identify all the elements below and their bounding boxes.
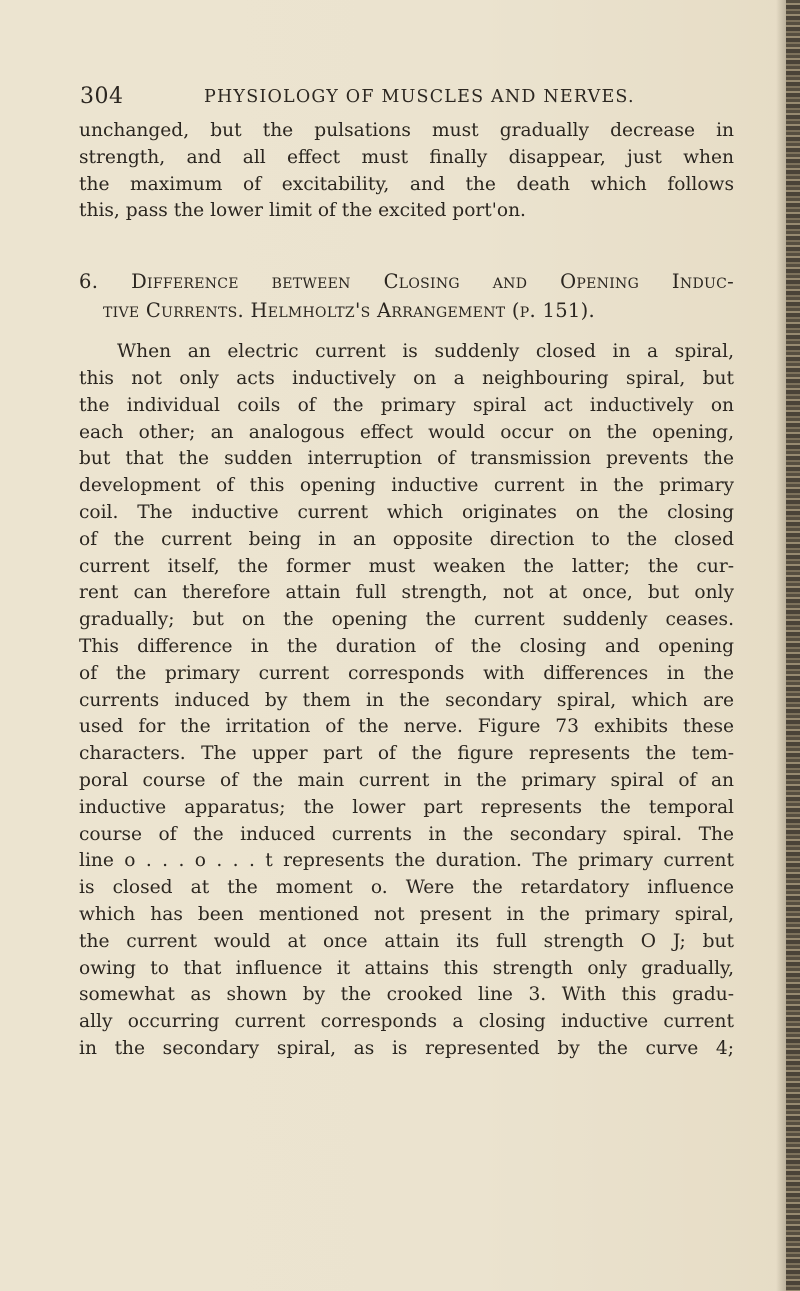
text-line: currents induced by them in the secondary spiral, which are (79, 689, 734, 711)
text-line: development of this opening inductive current in the primary (79, 475, 734, 497)
text-line: poral course of the main current in the primary spiral of an (79, 769, 734, 791)
text-line: course of the induced currents in the secondary spiral. The (79, 823, 734, 845)
text-line: which has been mentioned not present in the primary spiral, (79, 903, 734, 925)
text-line: unchanged, but the pulsations must gradually decrease in (79, 120, 734, 141)
text-line: gradually; but on the opening the current suddenly ceases. (79, 609, 734, 631)
page-edge-shadow (776, 0, 786, 1291)
text-line: this, pass the lower limit of the excited port'on. (79, 200, 526, 222)
running-head: PHYSIOLOGY OF MUSCLES AND NERVES. (204, 87, 635, 107)
text-line: When an electric current is suddenly closed in a spiral, (117, 341, 734, 363)
text-line: this not only acts inductively on a neighbouring spiral, but (79, 367, 734, 389)
book-spine-edge (786, 0, 800, 1291)
text-line: ally occurring current corresponds a closing inductive current (79, 1011, 734, 1033)
text-line: of the current being in an opposite direction to the closed (79, 528, 734, 550)
text-line: rent can therefore attain full strength, not at once, but only (79, 582, 734, 604)
text-line: is closed at the moment o. Were the retardatory influence (79, 877, 734, 899)
text-line: each other; an analogous effect would occur on the opening, (79, 421, 734, 443)
text-line: coil. The inductive current which originates on the closing (79, 501, 734, 523)
text-line: of the primary current corresponds with differences in the (79, 662, 734, 684)
text-line: owing to that influence it attains this strength only gradually, (79, 957, 734, 979)
section-heading (79, 267, 734, 325)
text-block (79, 118, 734, 1063)
text-line: in the secondary spiral, as is represented by the curve 4; (79, 1037, 734, 1059)
text-line: line o . . . o . . . t represents the duration. The primary current (79, 850, 734, 872)
text-line: current itself, the former must weaken the latter; the cur- (79, 555, 734, 577)
text-line: strength, and all effect must finally disappear, just when (79, 146, 734, 168)
opening-paragraph (79, 118, 734, 225)
section-heading-line-1: 6. Difference between Closing and Opening Induc- (79, 270, 734, 294)
text-line: This difference in the duration of the closing and opening (79, 635, 734, 657)
text-line: the individual coils of the primary spiral act inductively on (79, 394, 734, 416)
text-line: the current would at once attain its full strength O J; but (79, 930, 734, 952)
text-line: the maximum of excitability, and the death which follows (79, 173, 734, 195)
text-line: somewhat as shown by the crooked line 3. With this gradu- (79, 984, 734, 1006)
page-header (80, 84, 720, 112)
text-line: used for the irritation of the nerve. Figure 73 exhibits these (79, 716, 734, 738)
page-number: 304 (80, 84, 124, 109)
text-line: characters. The upper part of the figure represents the tem- (79, 743, 734, 765)
text-line: inductive apparatus; the lower part represents the temporal (79, 796, 734, 818)
body-paragraph (79, 339, 734, 1063)
section-heading-line-2: tive Currents. Helmholtz's Arrangement (p. 151). (103, 299, 596, 323)
text-line: but that the sudden interruption of transmission prevents the (79, 448, 734, 470)
